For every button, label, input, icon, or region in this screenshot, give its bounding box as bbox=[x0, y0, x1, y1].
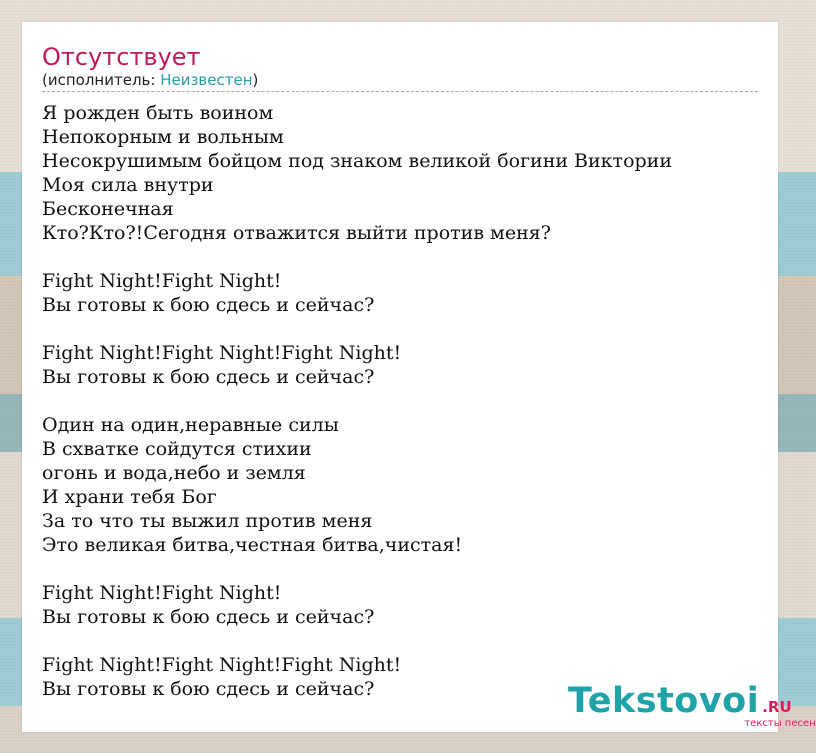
lyric-line: Вы готовы к бою сдесь и сейчас? bbox=[42, 678, 375, 700]
lyrics-text bbox=[42, 101, 672, 725]
logo-tagline: тексты песен bbox=[744, 718, 816, 729]
lyric-line: В схватке сойдутся стихии bbox=[42, 438, 312, 460]
lyric-line: Моя сила внутри bbox=[42, 174, 214, 196]
lyric-line: За то что ты выжил против меня bbox=[42, 510, 373, 532]
divider bbox=[42, 91, 758, 92]
artist-line bbox=[42, 71, 258, 89]
lyric-stanza bbox=[42, 101, 672, 245]
logo-domain: .RU bbox=[762, 698, 792, 716]
site-logo[interactable] bbox=[568, 681, 816, 729]
lyrics-card bbox=[22, 22, 816, 732]
lyric-line: Fight Night!Fight Night!Fight Night! bbox=[42, 342, 402, 364]
lyric-line: Я рожден быть воином bbox=[42, 102, 274, 124]
lyric-stanza bbox=[42, 413, 672, 557]
lyric-line: огонь и вода,небо и земля bbox=[42, 462, 306, 484]
artist-link[interactable]: Неизвестен bbox=[160, 71, 253, 89]
lyric-line: Это великая битва,честная битва,чистая! bbox=[42, 534, 463, 556]
artist-suffix: ) bbox=[252, 71, 259, 89]
lyric-line: Fight Night!Fight Night! bbox=[42, 582, 282, 604]
lyric-line: Один на один,неравные силы bbox=[42, 414, 339, 436]
lyric-line: И храни тебя Бог bbox=[42, 486, 217, 508]
lyric-line: Вы готовы к бою сдесь и сейчас? bbox=[42, 606, 375, 628]
lyric-line: Вы готовы к бою сдесь и сейчас? bbox=[42, 366, 375, 388]
lyric-line: Непокорным и вольным bbox=[42, 126, 284, 148]
lyric-stanza bbox=[42, 269, 672, 317]
lyric-line: Вы готовы к бою сдесь и сейчас? bbox=[42, 294, 375, 316]
lyric-line: Fight Night!Fight Night! bbox=[42, 270, 282, 292]
lyric-line: Несокрушимым бойцом под знаком великой богини Виктории bbox=[42, 150, 672, 172]
lyric-line: Бесконечная bbox=[42, 198, 174, 220]
logo-name: Tekstovoi bbox=[568, 681, 760, 721]
lyric-stanza bbox=[42, 341, 672, 389]
lyric-line: Кто?Кто?!Сегодня отважится выйти против меня? bbox=[42, 222, 551, 244]
lyric-stanza bbox=[42, 581, 672, 629]
artist-prefix: (исполнитель: bbox=[42, 71, 161, 89]
lyric-line: Fight Night!Fight Night!Fight Night! bbox=[42, 654, 402, 676]
song-title: Отсутствует bbox=[42, 43, 201, 71]
